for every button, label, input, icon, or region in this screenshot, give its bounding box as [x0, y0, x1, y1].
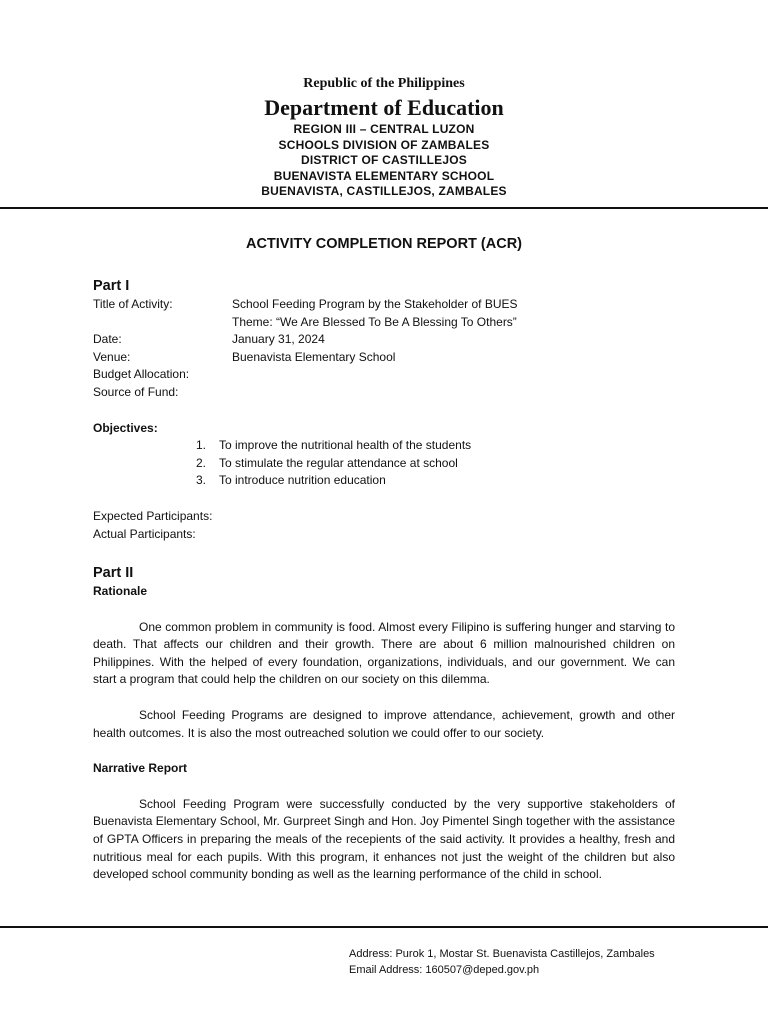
budget-label: Budget Allocation: — [93, 367, 190, 382]
letterhead — [0, 74, 768, 200]
rationale-heading: Rationale — [93, 584, 148, 598]
footer-address: Address: Purok 1, Mostar St. Buenavista Castillejos, Zambales — [349, 948, 655, 960]
venue-row — [93, 349, 675, 367]
district-line: DISTRICT OF CASTILLEJOS — [301, 153, 467, 168]
actual-participants-label: Actual Participants: — [93, 526, 196, 541]
source-row — [93, 384, 675, 402]
division-line: SCHOOLS DIVISION OF ZAMBALES — [278, 137, 490, 152]
header-divider — [0, 207, 768, 209]
footer-divider — [0, 926, 768, 928]
objective-item — [93, 472, 675, 490]
part1-section — [93, 276, 675, 543]
region-line: REGION III – CENTRAL LUZON — [293, 122, 475, 136]
part2-section — [93, 563, 675, 884]
report-title: ACTIVITY COMPLETION REPORT (ACR) — [245, 236, 523, 252]
budget-row — [93, 366, 675, 384]
title-row — [93, 296, 675, 314]
part1-heading: Part I — [93, 278, 130, 294]
objective-text: To improve the nutritional health of the students — [219, 438, 472, 453]
objective-number: 2. — [195, 455, 206, 470]
school-address-line: BUENAVISTA, CASTILLEJOS, ZAMBALES — [261, 184, 507, 199]
title-value: School Feeding Program by the Stakeholder of BUES — [232, 297, 518, 311]
date-row — [93, 331, 675, 349]
department-heading: Department of Education — [264, 95, 504, 120]
rationale-paragraph-1: One common problem in community is food. Almost every Filipino is suffering hunger and starving to death. That affects our children and their growth. There are about 6 million malnourished children on Philippines. With the helped of every foundation, organizations, individuals, and our government. We can start a program that could help the children on our society on this dilemma. — [93, 619, 675, 687]
objective-item — [93, 455, 675, 473]
venue-value: Buenavista Elementary School — [232, 349, 396, 364]
narrative-heading: Narrative Report — [93, 761, 188, 776]
title-label: Title of Activity: — [93, 297, 173, 311]
objective-text: To introduce nutrition education — [219, 473, 386, 488]
footer — [349, 947, 655, 978]
objective-text: To stimulate the regular attendance at school — [219, 455, 458, 470]
republic-heading: Republic of the Philippines — [303, 76, 465, 91]
objectives-heading: Objectives: — [93, 420, 158, 435]
school-line: BUENAVISTA ELEMENTARY SCHOOL — [273, 168, 495, 183]
source-label: Source of Fund: — [93, 384, 179, 399]
rationale-paragraph-2: School Feeding Programs are designed to improve attendance, achievement, growth and other health outcomes. It is also the most outreached solution we could offer to our society. — [93, 707, 675, 740]
date-label: Date: — [93, 332, 122, 347]
footer-email: Email Address: 160507@deped.gov.ph — [349, 963, 540, 976]
theme-row — [93, 314, 675, 332]
objective-item — [93, 437, 675, 455]
theme-value: Theme: “We Are Blessed To Be A Blessing To Others” — [232, 314, 517, 329]
date-value: January 31, 2024 — [232, 332, 325, 347]
part2-heading: Part II — [93, 565, 134, 581]
objective-number: 3. — [195, 473, 206, 488]
expected-participants-label: Expected Participants: — [93, 508, 213, 523]
objective-number: 1. — [195, 438, 206, 453]
venue-label: Venue: — [93, 349, 131, 364]
narrative-paragraph: School Feeding Program were successfully conducted by the very supportive stakeholders of Buenavista Elementary School, Mr. Gurpreet Singh and Hon. Joy Pimentel Singh together with the assistance of GPTA Officers in preparing the meals of the recepients of the said activity. It provides a healthy, fresh and nutritious meal for each pupils. With this program, it enhances not just the weight of the children but also developed school community bonding as well as the learning performance of the child in school. — [93, 796, 675, 882]
